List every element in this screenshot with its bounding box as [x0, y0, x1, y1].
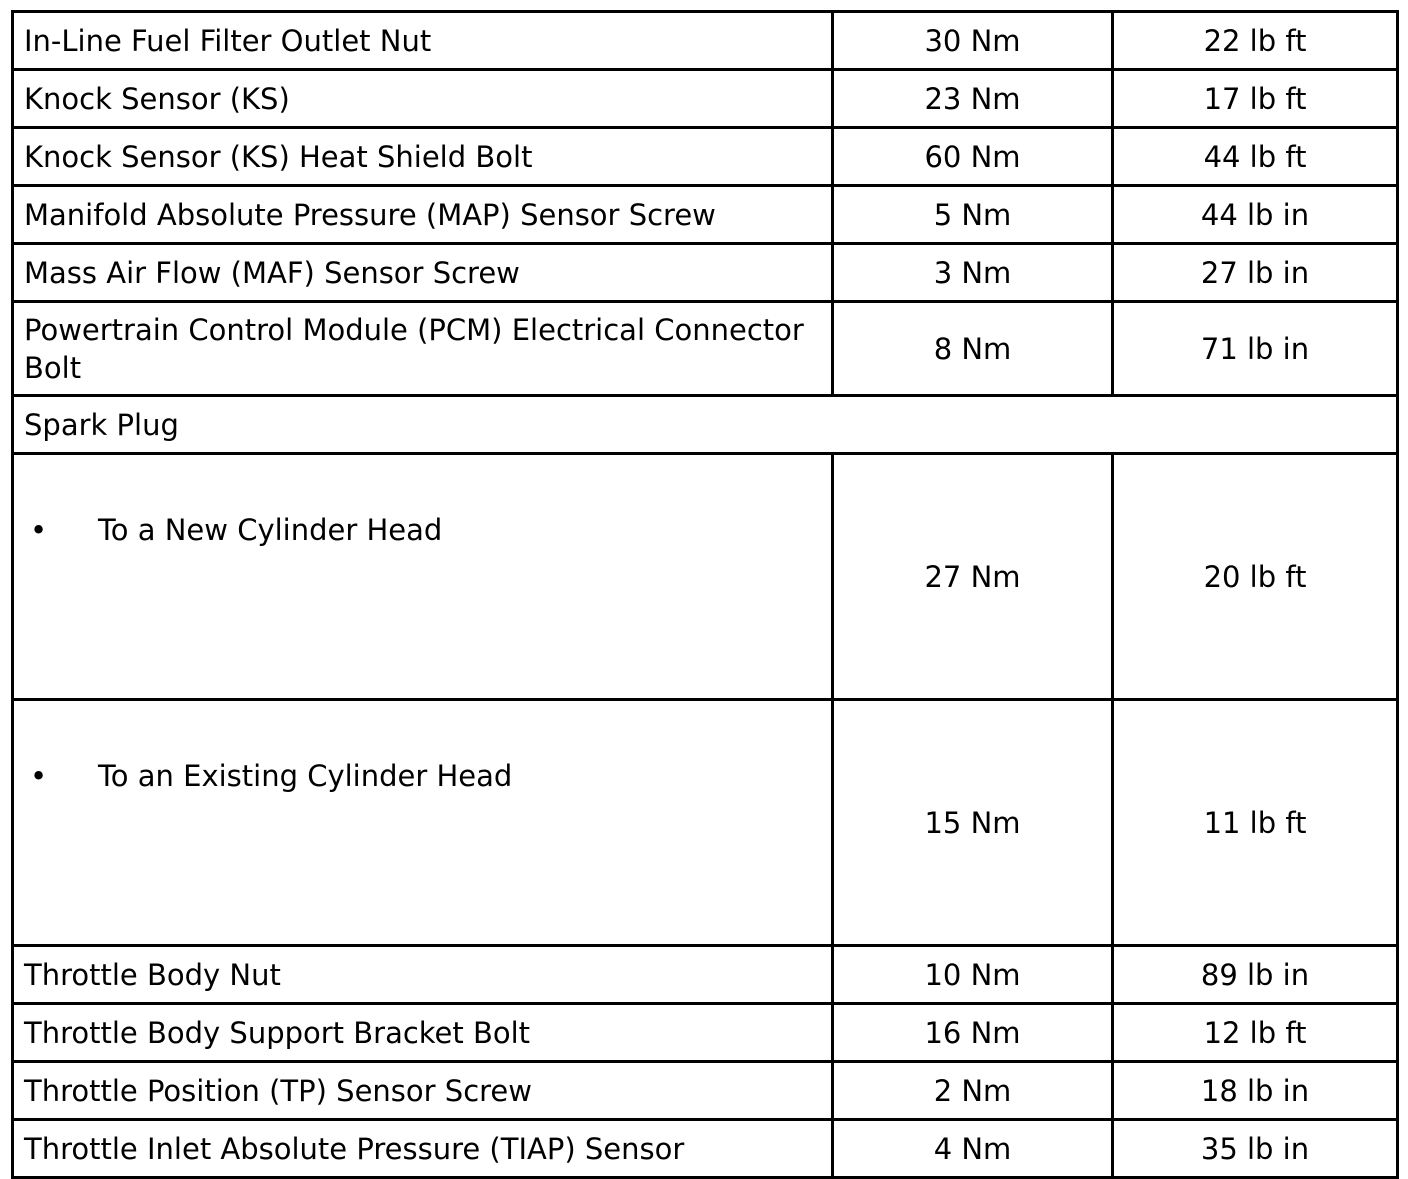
table-row — [13, 1004, 1398, 1062]
fastener-description: Throttle Body Support Bracket Bolt — [13, 1004, 833, 1062]
bullet-icon: • — [30, 513, 48, 547]
sub-item-cell — [13, 700, 833, 946]
metric-torque-value: 23 Nm — [833, 70, 1113, 128]
english-torque-value: 44 lb ft — [1113, 128, 1398, 186]
english-torque-value: 20 lb ft — [1113, 454, 1398, 700]
english-torque-value: 44 lb in — [1113, 186, 1398, 244]
metric-torque-value: 4 Nm — [833, 1120, 1113, 1178]
section-header-row — [13, 396, 1398, 454]
bullet-icon: • — [30, 759, 48, 793]
metric-torque-value: 27 Nm — [833, 454, 1113, 700]
english-torque-value: 35 lb in — [1113, 1120, 1398, 1178]
metric-torque-value: 15 Nm — [833, 700, 1113, 946]
fastener-description: Knock Sensor (KS) Heat Shield Bolt — [13, 128, 833, 186]
table-row — [13, 1062, 1398, 1120]
metric-torque-value: 2 Nm — [833, 1062, 1113, 1120]
fastener-description: Knock Sensor (KS) — [13, 70, 833, 128]
english-torque-value: 71 lb in — [1113, 302, 1398, 396]
english-torque-value: 18 lb in — [1113, 1062, 1398, 1120]
torque-spec-table — [11, 10, 1399, 1179]
fastener-description: Manifold Absolute Pressure (MAP) Sensor Screw — [13, 186, 833, 244]
english-torque-value: 22 lb ft — [1113, 12, 1398, 70]
table-row — [13, 946, 1398, 1004]
sub-item-cell — [13, 454, 833, 700]
table-row — [13, 70, 1398, 128]
metric-torque-value: 60 Nm — [833, 128, 1113, 186]
english-torque-value: 12 lb ft — [1113, 1004, 1398, 1062]
table-row — [13, 302, 1398, 396]
metric-torque-value: 30 Nm — [833, 12, 1113, 70]
metric-torque-value: 10 Nm — [833, 946, 1113, 1004]
metric-torque-value: 16 Nm — [833, 1004, 1113, 1062]
metric-torque-value: 5 Nm — [833, 186, 1113, 244]
table-row — [13, 244, 1398, 302]
table-row — [13, 186, 1398, 244]
fastener-description: Throttle Inlet Absolute Pressure (TIAP) Sensor — [13, 1120, 833, 1178]
fastener-description: Powertrain Control Module (PCM) Electrical Connector Bolt — [13, 302, 833, 396]
metric-torque-value: 8 Nm — [833, 302, 1113, 396]
fastener-description: To a New Cylinder Head — [98, 513, 443, 547]
metric-torque-value: 3 Nm — [833, 244, 1113, 302]
table-row — [13, 12, 1398, 70]
table-row — [13, 700, 1398, 946]
table-row — [13, 454, 1398, 700]
english-torque-value: 27 lb in — [1113, 244, 1398, 302]
section-header: Spark Plug — [13, 396, 1398, 454]
english-torque-value: 17 lb ft — [1113, 70, 1398, 128]
fastener-description: Mass Air Flow (MAF) Sensor Screw — [13, 244, 833, 302]
fastener-description: In-Line Fuel Filter Outlet Nut — [13, 12, 833, 70]
fastener-description: Throttle Body Nut — [13, 946, 833, 1004]
english-torque-value: 11 lb ft — [1113, 700, 1398, 946]
fastener-description: To an Existing Cylinder Head — [98, 759, 513, 793]
table-row — [13, 128, 1398, 186]
english-torque-value: 89 lb in — [1113, 946, 1398, 1004]
fastener-description: Throttle Position (TP) Sensor Screw — [13, 1062, 833, 1120]
table-row — [13, 1120, 1398, 1178]
